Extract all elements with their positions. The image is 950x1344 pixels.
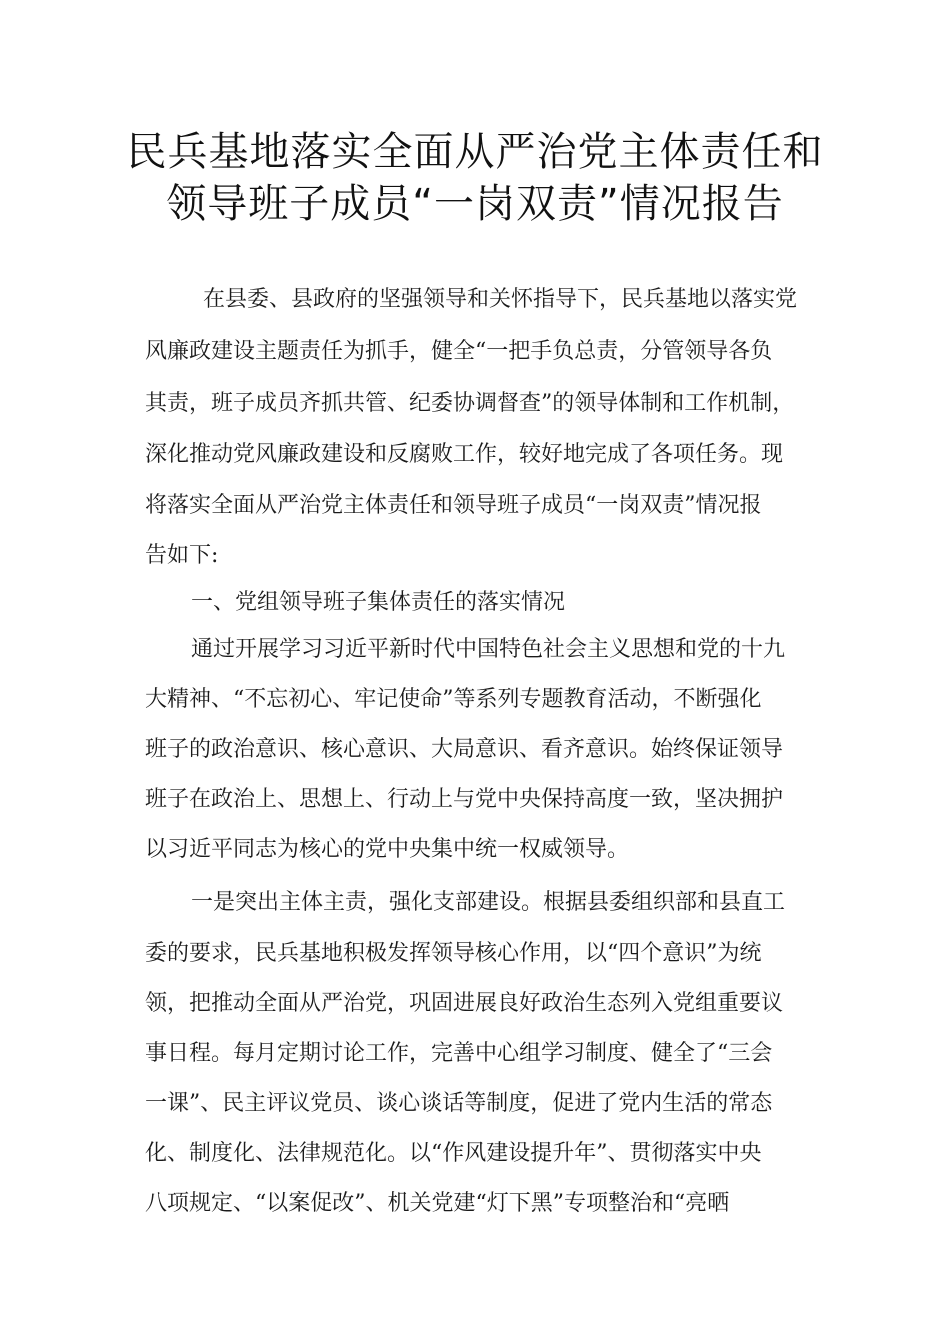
paragraph-line: 告如下: bbox=[145, 543, 219, 568]
section-heading: 一、党组领导班子集体责任的落实情况 bbox=[191, 590, 566, 615]
paragraph-line: 委的要求，民兵基地积极发挥领导核心作用，以“四个意识”为统 bbox=[145, 941, 762, 966]
paragraph-line: 班子的政治意识、核心意识、大局意识、看齐意识。始终保证领导 bbox=[145, 737, 784, 762]
paragraph-line: 深化推动党风廉政建设和反腐败工作，较好地完成了各项任务。现 bbox=[145, 442, 784, 467]
paragraph-line: 领，把推动全面从严治党，巩固进展良好政治生态列入党组重要议 bbox=[145, 991, 784, 1016]
paragraph-line: 风廉政建设主题责任为抓手，健全“一把手负总责，分管领导各负 bbox=[145, 339, 773, 364]
title-line-1: 民兵基地落实全面从严治党主体责任和 bbox=[126, 129, 824, 175]
title-line-2: 领导班子成员“一岗双责”情况报告 bbox=[166, 181, 784, 227]
paragraph-line: 在县委、县政府的坚强领导和关怀指导下，民兵基地以落实党 bbox=[203, 287, 798, 312]
paragraph-line: 化、制度化、法律规范化。以“作风建设提升年”、贯彻落实中央 bbox=[145, 1141, 762, 1166]
paragraph-line: 班子在政治上、思想上、行动上与党中央保持高度一致，坚决拥护 bbox=[145, 787, 784, 812]
paragraph-line: 其责，班子成员齐抓共管、纪委协调督查”的领导体制和工作机制， bbox=[145, 391, 795, 416]
paragraph-line: 事日程。每月定期讨论工作，完善中心组学习制度、健全了“三会 bbox=[145, 1041, 773, 1066]
paragraph-line: 一是突出主体主责，强化支部建设。根据县委组织部和县直工 bbox=[191, 890, 786, 915]
document-title bbox=[0, 126, 950, 230]
paragraph-line: 大精神、“不忘初心、牢记使命”等系列专题教育活动，不断强化 bbox=[145, 687, 762, 712]
paragraph-line: 八项规定、“以案促改”、机关党建“灯下黑”专项整治和“亮晒 bbox=[145, 1191, 730, 1216]
paragraph-line: 以习近平同志为核心的党中央集中统一权威领导。 bbox=[145, 837, 630, 862]
paragraph-line: 通过开展学习习近平新时代中国特色社会主义思想和党的十九 bbox=[191, 637, 786, 662]
paragraph-line: 将落实全面从严治党主体责任和领导班子成员“一岗双责”情况报 bbox=[145, 493, 762, 518]
paragraph-line: 一课”、民主评议党员、谈心谈话等制度，促进了党内生活的常态 bbox=[145, 1091, 773, 1116]
